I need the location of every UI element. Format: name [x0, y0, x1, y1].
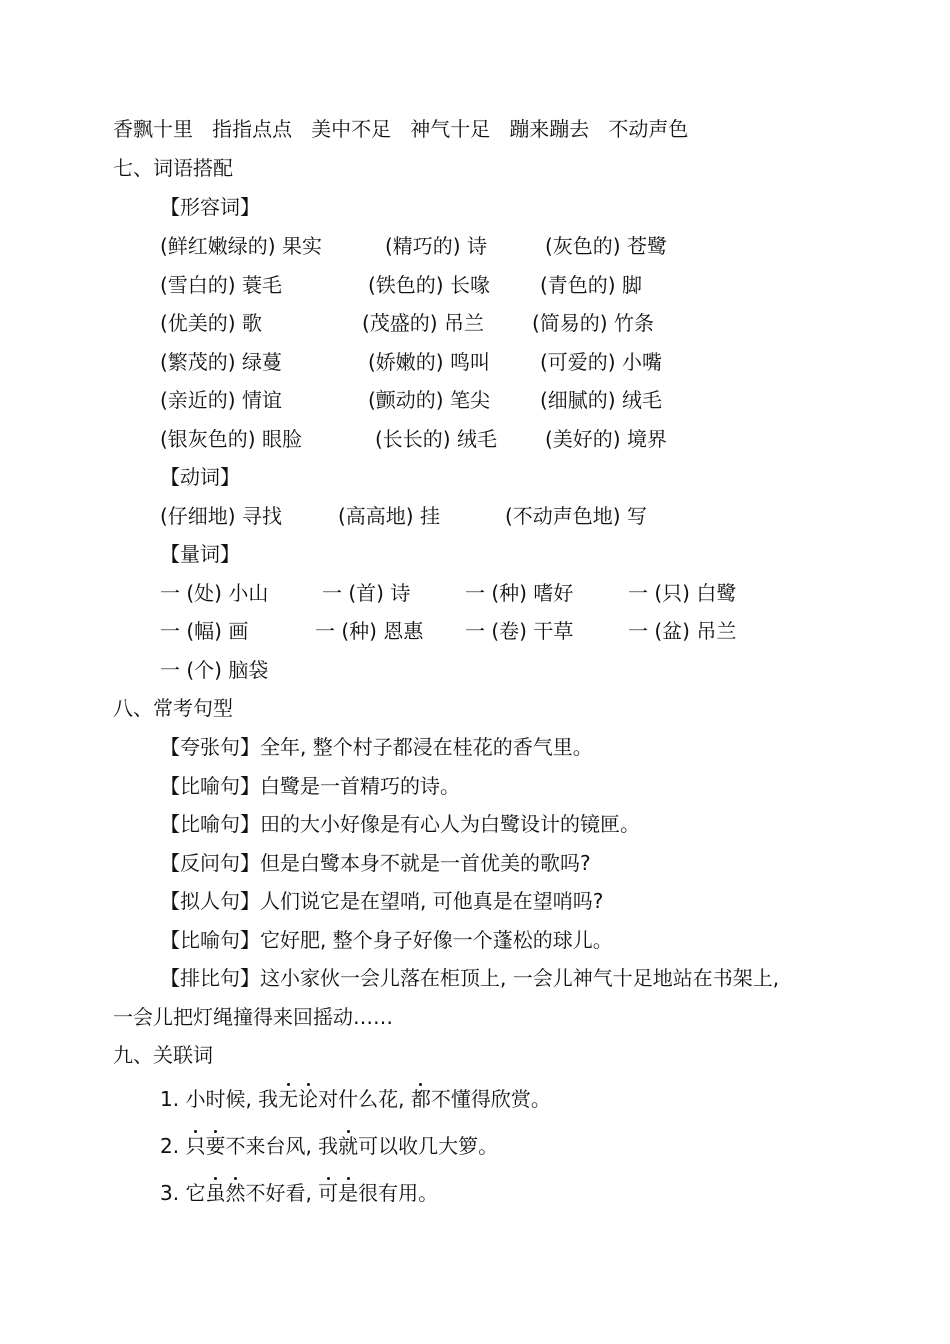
verb-label: 【动词】	[160, 465, 240, 489]
dotted-conjunction	[318, 1181, 358, 1205]
phrase: 一 (处) 小山	[160, 581, 269, 605]
conjunction-item	[160, 1181, 438, 1205]
sentence-tag: 【比喻句】	[160, 928, 260, 952]
item-number: 1.	[160, 1087, 180, 1111]
sentence-item	[160, 928, 613, 952]
phrase: (娇嫩的) 鸣叫	[368, 350, 490, 374]
sentence-tag: 【比喻句】	[160, 812, 260, 836]
phrase: 一 (个) 脑袋	[160, 658, 269, 682]
sentence-tag: 【反问句】	[160, 851, 260, 875]
sentence-part: 不懂得欣赏。	[430, 1087, 551, 1111]
measure-label: 【量词】	[160, 542, 240, 566]
dotted-conjunction	[185, 1134, 225, 1158]
phrase: 一 (卷) 干草	[465, 619, 574, 643]
phrase: 一 (种) 嗜好	[465, 581, 574, 605]
phrase: (可爱的) 小嘴	[540, 350, 662, 374]
sentence-item	[160, 889, 603, 913]
sentence-text: 田的大小好像是有心人为白鹭设计的镜匣。	[260, 812, 640, 836]
dotted-conjunction	[338, 1134, 358, 1158]
dotted-character: 无	[278, 1087, 299, 1111]
phrase: 一 (首) 诗	[322, 581, 411, 605]
phrase: 一 (幅) 画	[160, 619, 249, 643]
phrase: (雪白的) 蓑毛	[160, 273, 282, 297]
section-7-title: 七、词语搭配	[113, 156, 233, 180]
sentence-part: 对什么花,	[318, 1087, 411, 1111]
sentence-tag: 【比喻句】	[160, 774, 260, 798]
phrase: (亲近的) 情谊	[160, 388, 282, 412]
sentence-part: 它	[185, 1181, 206, 1205]
sentence-text: 人们说它是在望哨, 可他真是在望哨吗?	[260, 889, 604, 913]
dotted-character: 就	[338, 1134, 359, 1158]
sentence-tag: 【排比句】	[160, 966, 260, 990]
phrase: (繁茂的) 绿蔓	[160, 350, 282, 374]
idiom: 香飘十里	[113, 117, 193, 141]
sentence-part: 小时候, 我	[185, 1087, 279, 1111]
sentence-item	[160, 812, 640, 836]
sentence-part: 不好看,	[245, 1181, 319, 1205]
section-8-title: 八、常考句型	[113, 696, 233, 720]
dotted-conjunction	[278, 1087, 318, 1111]
dotted-character: 然	[225, 1181, 246, 1205]
idiom: 神气十足	[410, 117, 491, 141]
sentence-tag: 【拟人句】	[160, 889, 260, 913]
phrase: (茂盛的) 吊兰	[362, 311, 484, 335]
dotted-character: 要	[205, 1134, 226, 1158]
dotted-character: 可	[318, 1181, 339, 1205]
sentence-item	[160, 966, 779, 990]
phrase: (灰色的) 苍鹭	[545, 234, 667, 258]
sentence-tag: 【夸张句】	[160, 735, 260, 759]
phrase: (不动声色地) 写	[505, 504, 647, 528]
dotted-character: 是	[338, 1181, 359, 1205]
dotted-character: 虽	[205, 1181, 226, 1205]
phrase: (银灰色的) 眼脸	[160, 427, 302, 451]
sentence-text: 全年, 整个村子都浸在桂花的香气里。	[260, 735, 593, 759]
phrase: (美好的) 境界	[545, 427, 667, 451]
phrase: (优美的) 歌	[160, 311, 262, 335]
idiom: 美中不足	[311, 117, 392, 141]
phrase: (细腻的) 绒毛	[540, 388, 662, 412]
idiom: 指指点点	[212, 117, 293, 141]
phrase: (青色的) 脚	[540, 273, 642, 297]
item-number: 3.	[160, 1181, 180, 1205]
sentence-item	[160, 851, 591, 875]
item-number: 2.	[160, 1134, 180, 1158]
section-9-title: 九、关联词	[113, 1043, 213, 1067]
phrase: (仔细地) 寻找	[160, 504, 282, 528]
dotted-conjunction	[411, 1087, 431, 1111]
idiom: 蹦来蹦去	[509, 117, 590, 141]
sentence-text: 它好肥, 整个身子好像一个蓬松的球儿。	[260, 928, 613, 952]
adjective-label: 【形容词】	[160, 195, 260, 219]
dotted-character: 只	[185, 1134, 206, 1158]
phrase: 一 (种) 恩惠	[315, 619, 424, 643]
phrase: (长长的) 绒毛	[375, 427, 497, 451]
phrase: (高高地) 挂	[338, 504, 440, 528]
sentence-item	[160, 774, 460, 798]
sentence-item	[160, 735, 593, 759]
conjunction-item	[160, 1134, 498, 1158]
sentence-text: 白鹭是一首精巧的诗。	[260, 774, 460, 798]
sentence-continuation: 一会儿把灯绳撞得来回摇动……	[113, 1005, 393, 1029]
conjunction-item	[160, 1087, 551, 1111]
sentence-part: 不来台风, 我	[225, 1134, 339, 1158]
phrase: (鲜红嫩绿的) 果实	[160, 234, 322, 258]
sentence-part: 可以收几大箩。	[358, 1134, 499, 1158]
phrase: (精巧的) 诗	[385, 234, 487, 258]
dotted-character: 论	[298, 1087, 319, 1111]
idiom-line	[113, 117, 688, 141]
phrase: 一 (只) 白鹭	[628, 581, 737, 605]
dotted-conjunction	[205, 1181, 245, 1205]
phrase: (简易的) 竹条	[532, 311, 654, 335]
phrase: (颤动的) 笔尖	[368, 388, 490, 412]
dotted-character: 都	[410, 1087, 431, 1111]
phrase: (铁色的) 长喙	[368, 273, 490, 297]
sentence-text: 这小家伙一会儿落在柜顶上, 一会儿神气十足地站在书架上,	[260, 966, 780, 990]
idiom: 不动声色	[608, 117, 689, 141]
sentence-part: 很有用。	[358, 1181, 439, 1205]
sentence-text: 但是白鹭本身不就是一首优美的歌吗?	[260, 851, 591, 875]
phrase: 一 (盆) 吊兰	[628, 619, 737, 643]
